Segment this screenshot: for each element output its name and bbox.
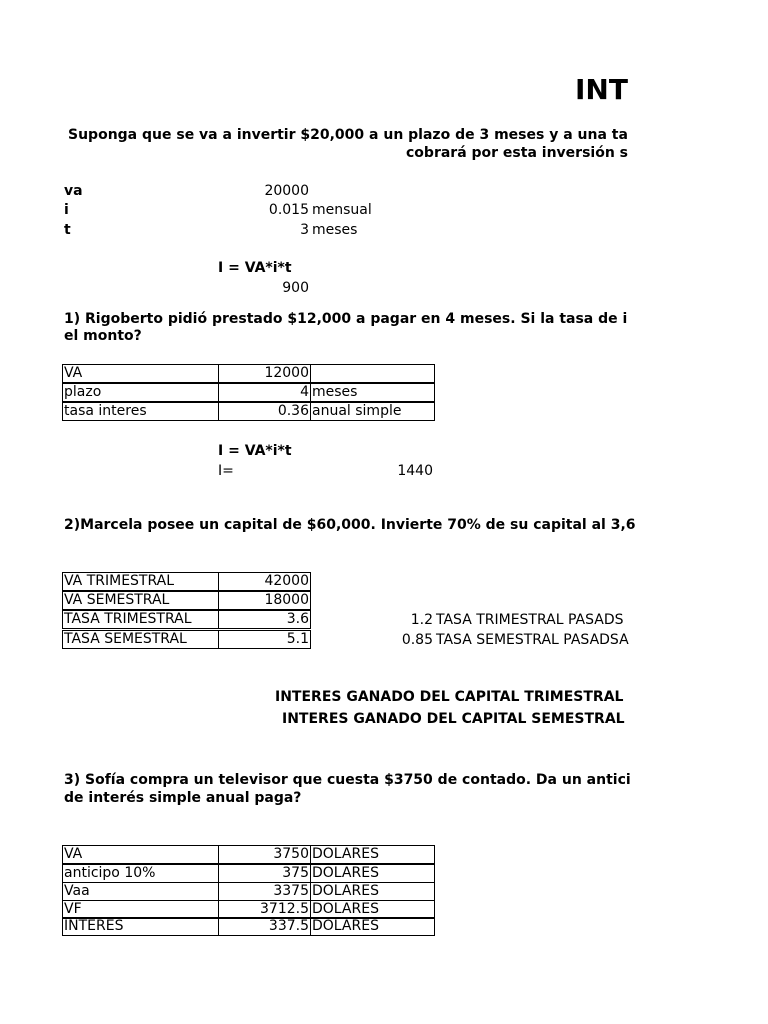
- p1-formula: I = VA*i*t: [218, 443, 292, 459]
- intro-line-1: Suponga que se va a invertir $20,000 a un plazo de 3 meses y a una ta: [68, 127, 628, 143]
- p3-cell-unit-4: DOLARES: [310, 917, 435, 936]
- p3-cell-label-0: VA: [62, 845, 219, 864]
- problem-2-line-1: 2)Marcela posee un capital de $60,000. Invierte 70% de su capital al 3,6: [64, 517, 636, 533]
- p2-interes-semestral: INTERES GANADO DEL CAPITAL SEMESTRAL: [282, 711, 625, 727]
- example-va-value: 20000: [264, 183, 309, 199]
- p1-cell-unit-0: [310, 364, 435, 383]
- p3-cell-value-0: 3750: [218, 845, 311, 864]
- intro-line-2: cobrará por esta inversión s: [406, 145, 628, 161]
- p1-i-value: 1440: [397, 463, 433, 479]
- p2-interes-trimestral: INTERES GANADO DEL CAPITAL TRIMESTRAL: [275, 689, 624, 705]
- p2-side-value-1: 0.85: [401, 632, 433, 648]
- p2-cell-label-1: VA SEMESTRAL: [62, 591, 219, 610]
- p2-cell-label-2: TASA TRIMESTRAL: [62, 610, 219, 629]
- problem-1-line-1: [64, 311, 628, 328]
- example-i-unit: mensual: [312, 202, 372, 218]
- example-t-label: t: [64, 222, 71, 238]
- problem-3-line-1: 3) Sofía compra un televisor que cuesta $3750 de contado. Da un antici: [64, 772, 631, 788]
- p3-cell-value-1: 375: [218, 864, 311, 883]
- p3-cell-label-3: VF: [62, 900, 219, 919]
- p1-cell-value-2: 0.36: [218, 402, 311, 421]
- p2-cell-value-2: 3.6: [218, 610, 311, 629]
- p3-cell-label-2: Vaa: [62, 882, 219, 901]
- p2-cell-value-1: 18000: [218, 591, 311, 610]
- p2-cell-label-0: VA TRIMESTRAL: [62, 572, 219, 591]
- problem-1-line-1-text: 1) Rigoberto pidió prestado $12,000 a pagar en 4 meses. Si la tasa de i: [64, 311, 628, 327]
- p3-cell-unit-2: DOLARES: [310, 882, 435, 901]
- p1-cell-unit-1: meses: [310, 383, 435, 402]
- p2-cell-value-0: 42000: [218, 572, 311, 591]
- p2-cell-label-3: TASA SEMESTRAL: [62, 630, 219, 649]
- problem-3-line-2: de interés simple anual paga?: [64, 790, 302, 806]
- example-va-label: va: [64, 183, 83, 199]
- p3-cell-unit-0: DOLARES: [310, 845, 435, 864]
- example-i-value: 0.015: [268, 202, 309, 218]
- example-result: 900: [282, 280, 309, 296]
- p3-cell-unit-3: DOLARES: [310, 900, 435, 919]
- example-i-label: i: [64, 202, 69, 218]
- problem-1-line-2: el monto?: [64, 328, 142, 344]
- p2-side-text-0: TASA TRIMESTRAL PASADS: [436, 612, 624, 628]
- p1-cell-label-0: VA: [62, 364, 219, 383]
- example-t-unit: meses: [312, 222, 358, 238]
- p3-cell-label-4: INTERES: [62, 917, 219, 936]
- p3-cell-value-3: 3712.5: [218, 900, 311, 919]
- p1-cell-value-0: 12000: [218, 364, 311, 383]
- p1-cell-unit-2: anual simple: [310, 402, 435, 421]
- p2-cell-value-3: 5.1: [218, 630, 311, 649]
- p3-cell-label-1: anticipo 10%: [62, 864, 219, 883]
- p1-cell-value-1: 4: [218, 383, 311, 402]
- page-title: INT: [575, 73, 628, 106]
- example-formula: I = VA*i*t: [218, 260, 292, 276]
- p1-i-label: I=: [218, 463, 234, 479]
- p3-cell-value-4: 337.5: [218, 917, 311, 936]
- p1-cell-label-1: plazo: [62, 383, 219, 402]
- p2-side-text-1: TASA SEMESTRAL PASADSA: [436, 632, 629, 648]
- p2-side-value-0: 1.2: [410, 612, 433, 628]
- p3-cell-value-2: 3375: [218, 882, 311, 901]
- example-t-value: 3: [300, 222, 309, 238]
- p3-cell-unit-1: DOLARES: [310, 864, 435, 883]
- p1-cell-label-2: tasa interes: [62, 402, 219, 421]
